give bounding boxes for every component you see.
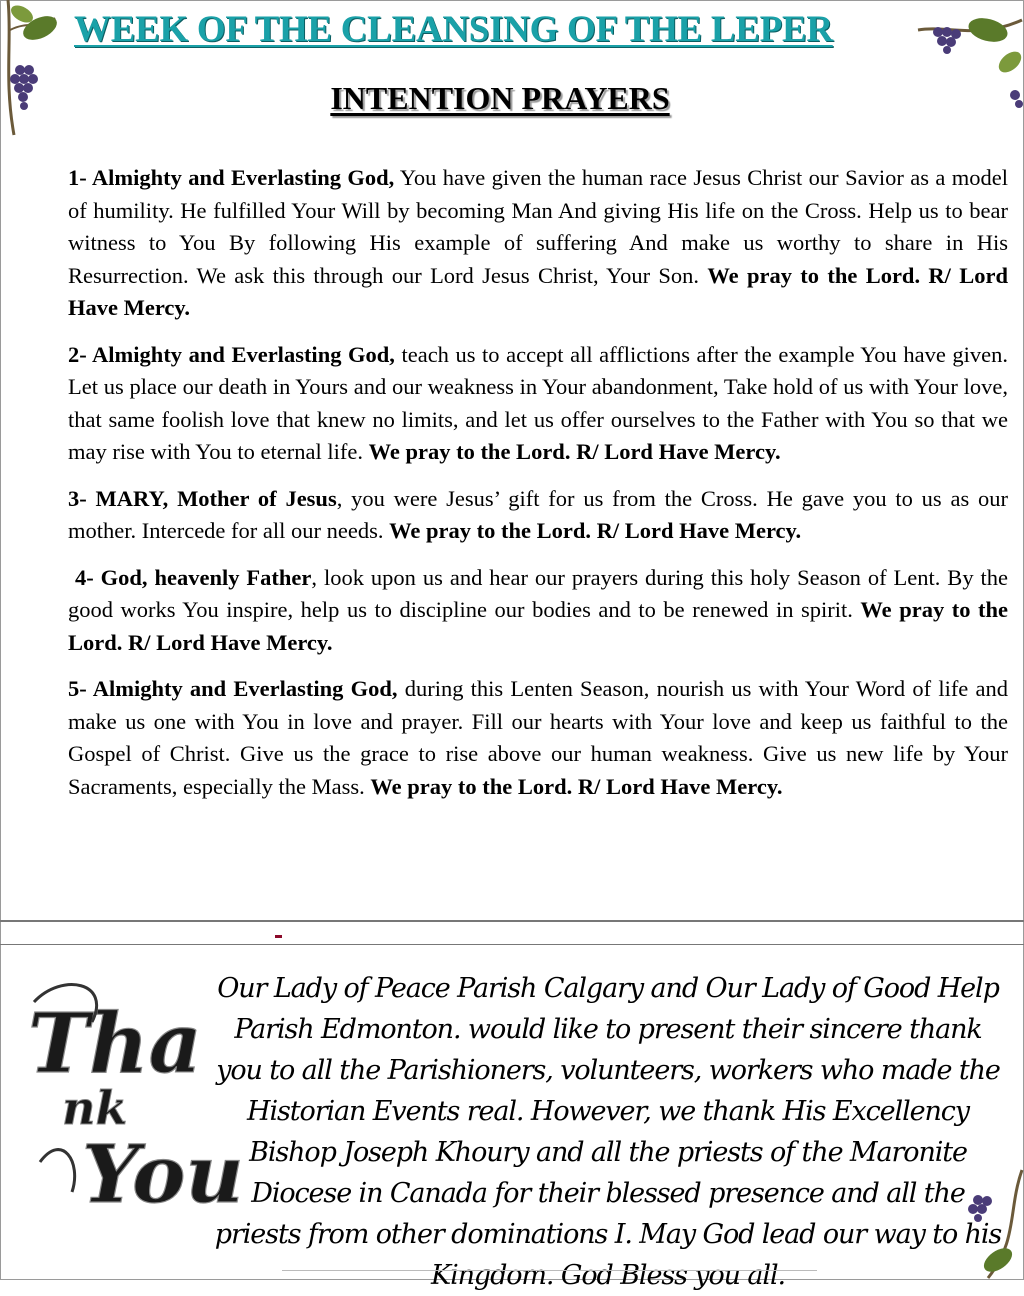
- svg-text:Tha: Tha: [28, 996, 202, 1092]
- prayer-response: We pray to the Lord. R/ Lord Have Mercy.: [370, 773, 783, 799]
- prayer-item: [68, 673, 1008, 803]
- grape-vine-left-icon: [0, 0, 70, 140]
- prayer-body: , look upon us and hear our prayers during this holy Season of Lent. By the good works You inspire, help us to discipline our bodies and to be renewed in spirit.: [68, 564, 1014, 622]
- prayer-body: teach us to accept all afflictions after the example You have given. Let us place our death in Yours and our weakness in Your abandonment, Take hold of us with Your love, that same foolish love that knew no limits, and let us offer ourselves to the Father with You so that we may rise with You to eternal life.: [68, 341, 1008, 464]
- prayer-response: We pray to the Lord. R/ Lord Have Mercy.: [68, 262, 1008, 320]
- thank-you-message: Our Lady of Peace Parish Calgary and Our Lady of Good Help Parish Edmonton. would like to present their sincere thank you to all the Parishioners, volunteers, workers who made the Historian Events real. However, we thank His Excellency Bishop Joseph Khoury and all the priests of the Maronite Diocese in Canada for their blessed presence and all the priests from other dominations I. May God lead our way to his Kingdom. God Bless you all.: [214, 973, 1002, 1291]
- footer-rule: [282, 1270, 817, 1271]
- section-divider: [0, 920, 1024, 922]
- prayer-response: We pray to the Lord. R/ Lord Have Mercy.: [368, 439, 781, 464]
- page-title: WEEK OF THE CLEANSING OF THE LEPER: [74, 9, 833, 50]
- prayer-lead: 5- Almighty and Everlasting God,: [68, 676, 398, 701]
- prayer-item: [68, 483, 1008, 548]
- prayer-list: [68, 162, 1014, 817]
- section-subtitle: INTENTION PRAYERS: [330, 80, 670, 116]
- section-divider: [0, 944, 1024, 945]
- prayer-item: [68, 562, 1014, 660]
- prayer-item: [68, 339, 1008, 469]
- prayer-response: We pray to the Lord. R/ Lord Have Mercy.: [68, 597, 1014, 655]
- prayer-body: during this Lenten Season, nourish us with Your Word of life and make us one with You in love and prayer. Fill our hearts with Your love and keep us faithful to the Gospel of Christ. Give us the grace to rise above our human weakness. Give us new life by Your Sacraments, especially the Mass.: [68, 676, 1008, 799]
- prayer-body: You have given the human race Jesus Christ our Savior as a model of humility. He fulfilled Your Will by becoming Man And giving His life on the Cross. Help us to bear witness to You By following His example of suffering And make us worthy to share in His Resurrection. We ask this through our Lord Jesus Christ, Your Son.: [68, 165, 1008, 288]
- thank-you-calligraphy-icon: [22, 962, 244, 1222]
- prayer-lead: 2- Almighty and Everlasting God,: [68, 341, 395, 367]
- prayer-lead: 4- God, heavenly Father: [68, 564, 312, 590]
- svg-text:nk: nk: [62, 1081, 128, 1135]
- svg-text:You: You: [82, 1127, 244, 1221]
- prayer-response: We pray to the Lord. R/ Lord Have Mercy.: [389, 518, 802, 543]
- prayer-body: , you were Jesus’ gift for us from the Cross. He gave you to us as our mother. Intercede for all our needs.: [68, 485, 1008, 543]
- accent-dash: [275, 935, 282, 938]
- prayer-lead: 3- MARY, Mother of Jesus: [68, 485, 337, 511]
- prayer-item: [68, 162, 1008, 325]
- prayer-lead: 1- Almighty and Everlasting God,: [68, 165, 395, 190]
